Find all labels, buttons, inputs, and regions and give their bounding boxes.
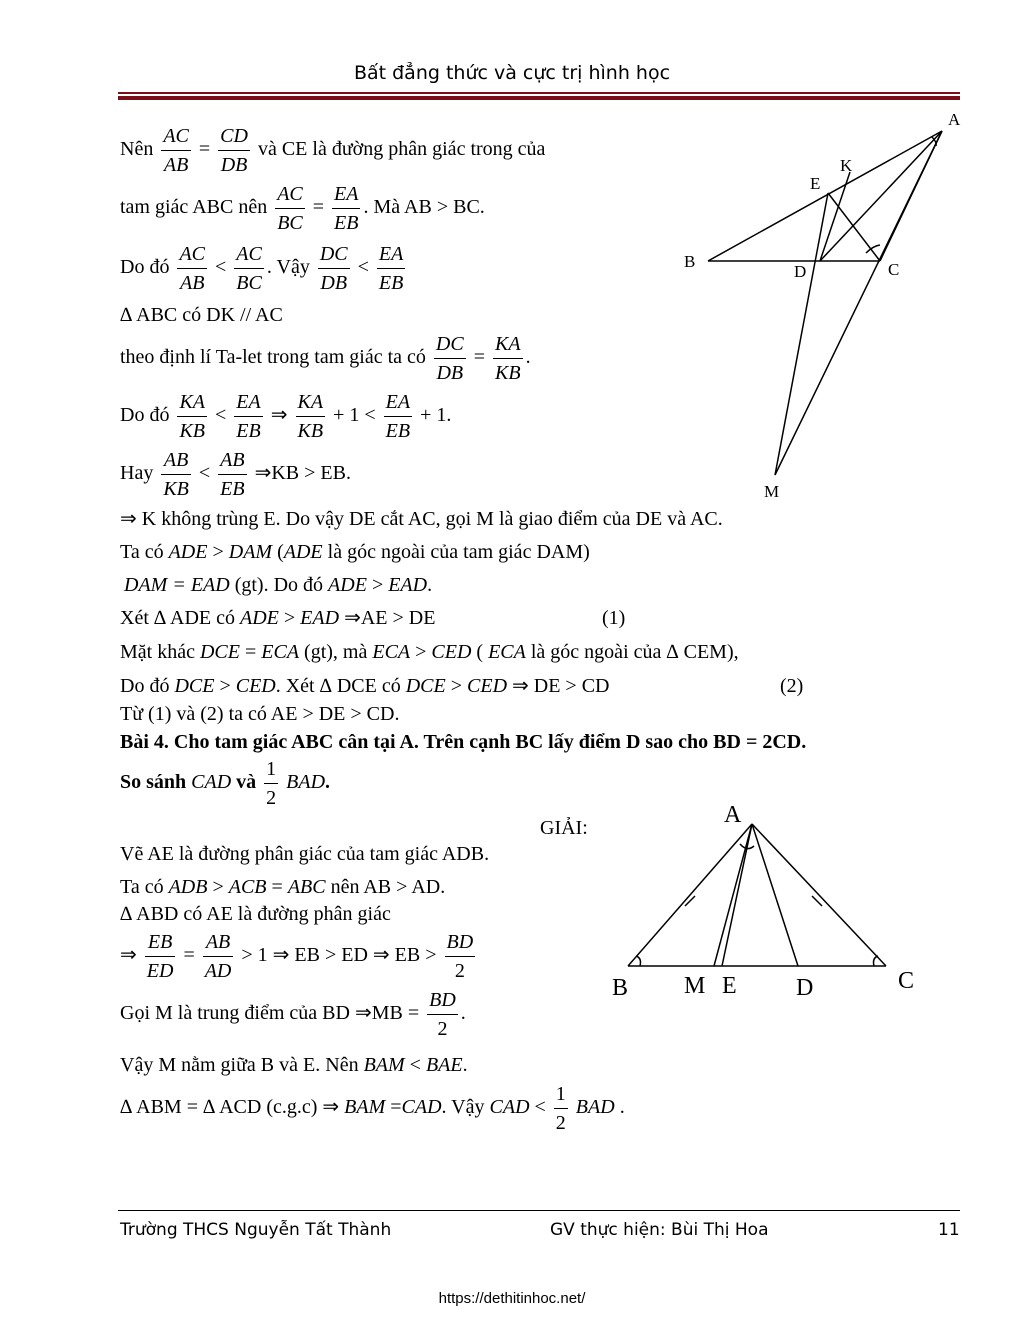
line-12: Mặt khác DCE = ECA (gt), mà ECA > CED ( ECA là góc ngoài của ∆ CEM), [120, 641, 739, 663]
line-2 [120, 180, 485, 237]
segment-AC [752, 824, 886, 966]
angle: EAD [190, 574, 230, 596]
line-21: Gọi M là trung điểm của BD ⇒MB = $\frac{BD}{2}$ . [120, 986, 466, 1043]
fraction: $\frac{KA}{KB}$ [177, 388, 207, 445]
fraction: $\frac{EA}{EB}$ [234, 388, 262, 445]
angle: ADE [328, 574, 367, 596]
label-A: A [948, 110, 961, 129]
equation-number-2: (2) [780, 675, 804, 697]
angle: ECA [261, 641, 300, 663]
text: . Mà AB > BC. [363, 196, 485, 219]
solution-heading: GIẢI: [540, 817, 588, 839]
fraction: $\frac{AB}{EB}$ [218, 446, 246, 503]
text: và CE là đường phân giác trong của [257, 138, 546, 161]
line-19: ∆ ABD có AE là đường phân giác [120, 903, 391, 925]
operator: = [198, 138, 211, 161]
segment-BA [708, 131, 942, 261]
angle: DCE [405, 675, 446, 697]
line-6 [120, 388, 451, 445]
fraction: $\frac{DC}{DB}$ [434, 330, 466, 387]
implies-arrow: ⇒ [270, 404, 288, 427]
fraction: $\frac{EB}{ED}$ [145, 928, 176, 985]
text: tam giác ABC nên [120, 196, 268, 219]
label-D: D [796, 975, 814, 1001]
fraction: $\frac{AC}{BC}$ [275, 180, 305, 237]
segment-AD [820, 131, 942, 261]
label-K: K [840, 156, 853, 175]
operator: < [215, 404, 227, 427]
footer-teacher: GV thực hiện: Bùi Thị Hoa [550, 1220, 769, 1240]
line-14: Từ (1) và (2) ta có AE > DE > CD. [120, 703, 400, 725]
angle: ADE [240, 607, 279, 629]
angle: ABC [287, 876, 326, 898]
angle: BAM [363, 1054, 405, 1076]
footer-rule [118, 1210, 960, 1211]
fraction: $\frac{AB}{KB}$ [161, 446, 191, 503]
text: theo định lí Ta-let trong tam giác ta có [120, 346, 426, 369]
fraction: $\frac{AC}{BC}$ [234, 240, 264, 297]
figure-2-diagram [600, 800, 940, 1005]
text: + 1 < [333, 404, 376, 427]
angle: DCE [174, 675, 215, 697]
text: Do đó [120, 404, 170, 427]
line-13: Do đó DCE > CED. Xét ∆ DCE có DCE > CED ⇒ DE > CD [120, 675, 610, 697]
angle: CAD [401, 1096, 442, 1119]
text: + 1. [420, 404, 452, 427]
angle: ADE [168, 541, 208, 563]
fraction-half: $\frac{1}{2}$ [554, 1080, 568, 1137]
source-url: https://dethitinhoc.net/ [438, 1290, 586, 1307]
fraction: $\frac{KA}{KB}$ [493, 330, 523, 387]
line-11: Xét ∆ ADE có ADE > EAD ⇒AE > DE [120, 607, 436, 629]
header-rule [118, 92, 960, 94]
fraction: $\frac{AC}{AB}$ [161, 122, 191, 179]
line-22: Vậy M nằm giữa B và E. Nên BAM < BAE. [120, 1054, 468, 1076]
angle: CED [235, 675, 276, 697]
angle: BAM [344, 1096, 386, 1119]
angle: DAM [124, 574, 168, 596]
header-rule-thick [118, 96, 960, 100]
page-number: 11 [938, 1220, 960, 1240]
operator: < [215, 256, 227, 279]
fraction: $\frac{DC}{DB}$ [318, 240, 350, 297]
label-C: C [898, 968, 915, 994]
angle: DCE [199, 641, 240, 663]
fraction: $\frac{BD}{2}$ [445, 928, 476, 985]
line-9: Ta có ADE > DAM (ADE là góc ngoài của tam giác DAM) [120, 541, 590, 563]
label-A: A [724, 802, 742, 828]
angle: EAD [300, 607, 340, 629]
label-E: E [810, 174, 821, 193]
label-B: B [684, 252, 696, 271]
fraction: $\frac{AC}{AB}$ [177, 240, 207, 297]
operator: < [357, 256, 369, 279]
line-16: So sánh CAD và $\frac{1}{2}$ BAD. [120, 755, 330, 812]
segment-AD [752, 824, 798, 966]
label-D: D [794, 262, 807, 281]
label-C: C [888, 260, 900, 279]
footer-school: Trường THCS Nguyễn Tất Thành [120, 1220, 392, 1240]
line-7 [120, 446, 351, 503]
line-20: ⇒ $\frac{EB}{ED}$ = $\frac{AB}{AD}$ > 1 ⇒ EB > ED ⇒ EB > $\frac{BD}{2}$ [120, 928, 478, 985]
line-4: ∆ ABC có DK // AC [120, 304, 283, 326]
angle: CED [431, 641, 472, 663]
line-8: ⇒ K không trùng E. Do vậy DE cắt AC, gọi M là giao điểm của DE và AC. [120, 508, 723, 530]
fraction: $\frac{CD}{DB}$ [218, 122, 250, 179]
line-23: ∆ ABM = ∆ ACD (c.g.c) ⇒ BAM =CAD. Vậy CAD < $\frac{1}{2}$ BAD . [120, 1080, 625, 1137]
operator: < [198, 462, 211, 485]
angle: CED [467, 675, 508, 697]
text: Hay [120, 462, 154, 485]
segment-EM [775, 193, 828, 475]
text: ⇒KB > EB. [254, 462, 351, 485]
text: . Vậy [266, 256, 310, 279]
angle: ACB [228, 876, 267, 898]
text: Nên [120, 138, 154, 161]
angle: CAD [191, 771, 232, 794]
fraction: $\frac{EA}{EB}$ [377, 240, 405, 297]
angle: CAD [489, 1096, 530, 1119]
exercise-4-title: Bài 4. Cho tam giác ABC cân tại A. Trên cạnh BC lấy điểm D sao cho BD = 2CD. [120, 731, 807, 753]
angle-mark [636, 956, 641, 966]
page-header-title: Bất đẳng thức và cực trị hình học [353, 62, 671, 84]
line-17: Vẽ AE là đường phân giác của tam giác ADB. [120, 843, 490, 865]
angle: EAD [388, 574, 428, 596]
fraction: $\frac{KA}{KB}$ [296, 388, 326, 445]
label-M: M [764, 482, 780, 501]
angle: DAM [228, 541, 273, 563]
operator: = [473, 346, 485, 369]
angle: BAD [575, 1096, 615, 1119]
line-3 [120, 240, 408, 297]
text: . [525, 346, 531, 369]
segment-AE [722, 824, 752, 966]
label-M: M [684, 973, 706, 999]
line-10: DAM = EAD (gt). Do đó ADE > EAD. [124, 574, 433, 596]
fraction-half: $\frac{1}{2}$ [264, 755, 278, 812]
tick-mark [685, 896, 695, 906]
segment-EC [828, 193, 880, 261]
angle: ECA [372, 641, 411, 663]
segment-AM [775, 131, 942, 475]
line-1 [120, 122, 545, 179]
line-18: Ta có ADB > ACB = ABC nên AB > AD. [120, 876, 446, 898]
fraction: $\frac{EA}{EB}$ [384, 388, 412, 445]
angle: ECA [488, 641, 526, 663]
text: Do đó [120, 256, 170, 279]
figure-1-diagram [670, 105, 990, 505]
fraction: $\frac{BD}{2}$ [427, 986, 458, 1043]
fraction: $\frac{AB}{AD}$ [203, 928, 234, 985]
angle: ADB [168, 876, 208, 898]
angle: BAE [425, 1054, 463, 1076]
label-B: B [612, 975, 629, 1001]
angle: ADE [283, 541, 323, 563]
label-E: E [722, 973, 737, 999]
equation-number-1: (1) [602, 607, 626, 629]
line-5 [120, 330, 531, 387]
operator: = [312, 196, 325, 219]
fraction: $\frac{EA}{EB}$ [332, 180, 360, 237]
angle: BAD [286, 771, 326, 794]
implies-arrow: ⇒ [120, 944, 137, 967]
